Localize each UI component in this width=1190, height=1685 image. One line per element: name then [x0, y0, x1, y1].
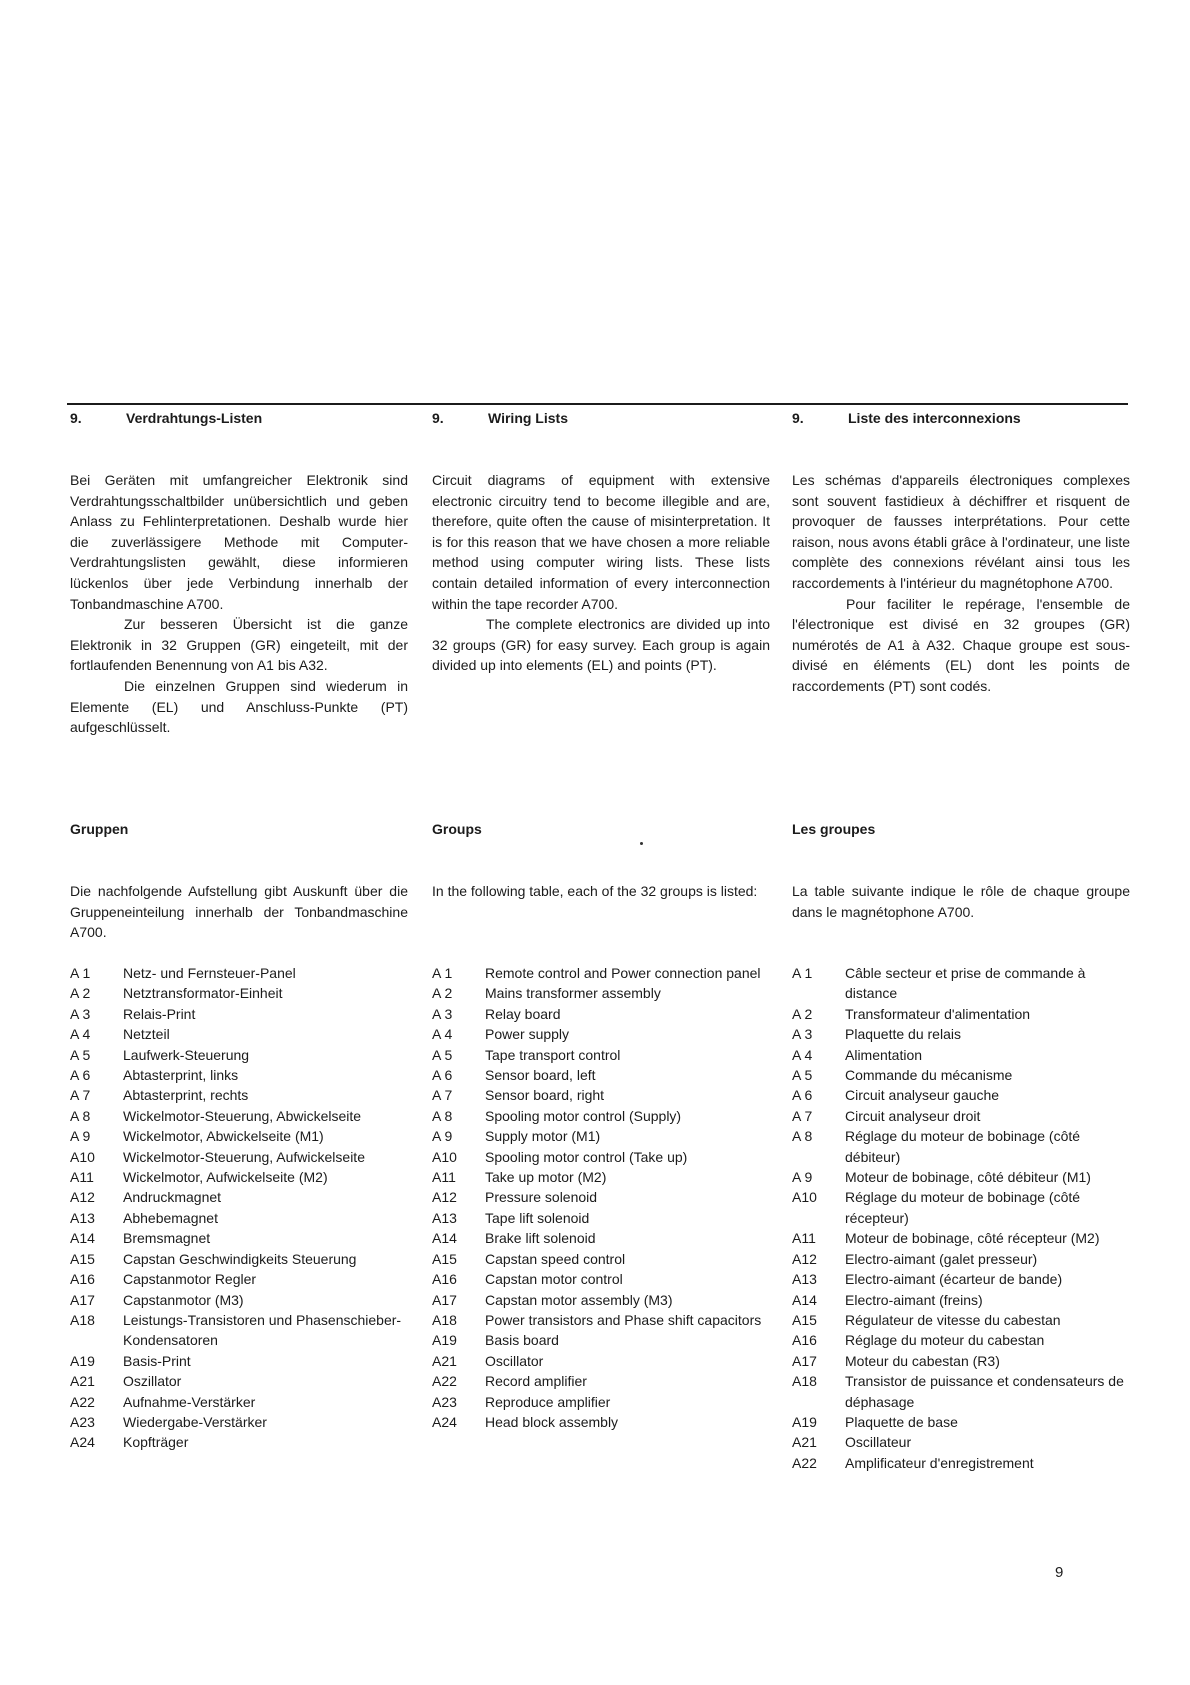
group-row — [70, 983, 410, 1003]
group-row — [70, 1167, 410, 1187]
group-label: Alimentation — [845, 1046, 923, 1063]
group-label: Transformateur d'alimentation — [845, 1005, 1031, 1022]
groups-list — [70, 963, 410, 1453]
group-row — [432, 1351, 772, 1371]
group-row — [70, 1126, 410, 1146]
group-code: A 1 — [432, 965, 453, 981]
group-row — [432, 1371, 772, 1391]
group-row — [70, 1208, 410, 1228]
group-row — [792, 1085, 1132, 1105]
group-code: A17 — [432, 1291, 457, 1308]
group-code: A15 — [792, 1311, 817, 1328]
group-row — [792, 1004, 1132, 1024]
group-code: A10 — [792, 1189, 817, 1206]
intro-paragraph: Bei Geräten mit umfangreicher Elektronik sind Verdrahtungsschaltbilder unübersichtlich und geben Anlass zu Fehlinterpretationen. Deshalb wurde hier die zuverlässigere Methode mit Computer-Verdrahtungslisten gewählt, diese informieren lückenlos über jede Verbindung innerhalb der Tonbandmaschine A700. — [70, 472, 408, 612]
group-row — [792, 1126, 1132, 1167]
group-code: A24 — [70, 1434, 95, 1451]
group-row — [432, 983, 772, 1003]
group-label: Brake lift solenoid — [485, 1230, 596, 1247]
group-code: A 8 — [70, 1107, 91, 1124]
scan-speck — [640, 842, 643, 845]
groups-list — [432, 963, 772, 1432]
groups-heading: Les groupes — [792, 821, 876, 837]
group-row — [70, 1412, 410, 1432]
group-row — [792, 1024, 1132, 1044]
group-label: Wickelmotor-Steuerung, Aufwickelseite — [123, 1148, 365, 1165]
group-label: Basis board — [485, 1332, 559, 1349]
group-code: A10 — [70, 1148, 95, 1165]
group-code: A 2 — [432, 985, 453, 1002]
group-code: A19 — [792, 1413, 817, 1430]
group-row — [70, 1045, 410, 1065]
group-row — [70, 1371, 410, 1391]
section-heading — [432, 410, 772, 426]
group-row — [70, 963, 410, 983]
group-code: A 9 — [70, 1128, 91, 1145]
group-row — [792, 1065, 1132, 1085]
group-label: Moteur de bobinage, côté récepteur (M2) — [845, 1230, 1100, 1247]
group-row — [792, 963, 1132, 1004]
group-label: Basis-Print — [123, 1352, 191, 1369]
group-row — [432, 1310, 772, 1330]
group-label: Oszillator — [123, 1373, 182, 1390]
group-code: A19 — [432, 1332, 457, 1349]
group-row — [792, 1371, 1132, 1412]
group-row — [432, 1330, 772, 1350]
group-row — [432, 1106, 772, 1126]
group-label: Sensor board, left — [485, 1067, 596, 1084]
group-code: A23 — [432, 1393, 457, 1410]
section-number: 9. — [432, 410, 444, 426]
group-row — [432, 1147, 772, 1167]
group-code: A19 — [70, 1352, 95, 1369]
group-row — [792, 1045, 1132, 1065]
section-heading — [70, 410, 410, 426]
group-label: Circuit analyseur gauche — [845, 1087, 1000, 1104]
groups-description: Die nachfolgende Aufstellung gibt Auskunft über die Gruppeneinteilung innerhalb der Tonbandmaschine A700. — [70, 883, 408, 941]
group-row — [432, 1228, 772, 1248]
group-code: A12 — [792, 1250, 817, 1267]
intro-paragraph: Zur besseren Übersicht ist die ganze Elektronik in 32 Gruppen (GR) eingeteilt, mit der fortlaufenden Benennung von A1 bis A32. — [70, 616, 408, 674]
group-row — [432, 1208, 772, 1228]
section-title: Wiring Lists — [488, 410, 568, 426]
group-label: Capstan motor control — [485, 1271, 623, 1288]
group-row — [70, 1269, 410, 1289]
group-label: Spooling motor control (Supply) — [485, 1107, 682, 1124]
groups-description: In the following table, each of the 32 groups is listed: — [432, 883, 758, 899]
group-code: A 1 — [70, 965, 91, 981]
group-label: Réglage du moteur de bobinage (côté débiteur) — [845, 1128, 1081, 1165]
group-row — [70, 1392, 410, 1412]
groups-heading: Groups — [432, 821, 482, 837]
group-label: Capstanmotor Regler — [123, 1271, 257, 1288]
group-label: Electro-aimant (galet presseur) — [845, 1250, 1038, 1267]
group-code: A21 — [432, 1352, 457, 1369]
group-row — [432, 1392, 772, 1412]
group-row — [792, 1432, 1132, 1452]
group-code: A 6 — [432, 1067, 453, 1084]
group-row — [70, 1228, 410, 1248]
section-title: Liste des interconnexions — [848, 410, 1021, 426]
group-row — [70, 1004, 410, 1024]
group-label: Capstan motor assembly (M3) — [485, 1291, 673, 1308]
group-row — [792, 1228, 1132, 1248]
group-label: Tape transport control — [485, 1046, 621, 1063]
groups-list — [792, 963, 1132, 1473]
group-label: Circuit analyseur droit — [845, 1107, 981, 1124]
group-label: Bremsmagnet — [123, 1230, 211, 1247]
intro-paragraph: Circuit diagrams of equipment with extensive electronic circuitry tend to become illegible and are, therefore, quite often the cause of misinterpretation. It is for this reason that we have chosen a more reliable method using computer wiring lists. These lists contain detailed information of every interconnection within the tape recorder A700. — [432, 472, 770, 612]
group-code: A18 — [792, 1373, 817, 1390]
intro-paragraph: Les schémas d'appareils électroniques complexes sont souvent fastidieux à déchiffrer et risquent de provoquer de fausses interprétations. Pour cette raison, nous avons établi grâce à l'ordinateur, une liste complète des connexions révélant ainsi tous les raccordements à l'intérieur du magnétophone A700. — [792, 472, 1130, 591]
group-label: Laufwerk-Steuerung — [123, 1046, 250, 1063]
group-row — [432, 1065, 772, 1085]
group-code: A13 — [70, 1209, 95, 1226]
section-title: Verdrahtungs-Listen — [126, 410, 263, 426]
group-row — [792, 1269, 1132, 1289]
group-code: A12 — [70, 1189, 95, 1206]
group-row — [70, 1290, 410, 1310]
group-row — [70, 1351, 410, 1371]
group-code: A17 — [792, 1352, 817, 1369]
column-french — [792, 0, 1132, 1685]
group-row — [70, 1432, 410, 1452]
group-row — [70, 1106, 410, 1126]
group-label: Reproduce amplifier — [485, 1393, 611, 1410]
group-row — [432, 1167, 772, 1187]
group-label: Abhebemagnet — [123, 1209, 218, 1226]
group-row — [70, 1310, 410, 1351]
group-code: A17 — [70, 1291, 95, 1308]
group-code: A23 — [70, 1413, 95, 1430]
page-number: 9 — [1055, 1564, 1064, 1581]
group-code: A 5 — [432, 1046, 453, 1063]
group-label: Relay board — [485, 1005, 561, 1022]
group-label: Leistungs-Transistoren und Phasenschieber-Kondensatoren — [123, 1311, 402, 1349]
group-row — [792, 1106, 1132, 1126]
group-code: A 3 — [432, 1005, 453, 1022]
group-row — [792, 1167, 1132, 1187]
group-label: Oscillator — [485, 1352, 544, 1369]
group-row — [432, 1004, 772, 1024]
group-code: A 2 — [792, 1005, 813, 1022]
group-label: Power supply — [485, 1026, 570, 1043]
group-label: Sensor board, right — [485, 1087, 605, 1104]
group-row — [70, 1065, 410, 1085]
group-row — [432, 1024, 772, 1044]
group-code: A24 — [432, 1413, 457, 1430]
group-label: Câble secteur et prise de commande à distance — [845, 965, 1086, 1002]
group-code: A16 — [70, 1271, 95, 1288]
group-code: A16 — [792, 1332, 817, 1349]
intro-paragraph: The complete electronics are divided up into 32 groups (GR) for easy survey. Each group is again divided up into elements (EL) and points (PT). — [432, 616, 770, 674]
group-code: A 6 — [792, 1087, 813, 1104]
group-label: Wickelmotor-Steuerung, Abwickelseite — [123, 1107, 362, 1124]
group-row — [432, 1085, 772, 1105]
group-code: A14 — [432, 1230, 457, 1247]
group-row — [70, 1249, 410, 1269]
group-code: A16 — [432, 1271, 457, 1288]
group-code: A 7 — [792, 1107, 813, 1124]
group-code: A 4 — [792, 1046, 813, 1063]
group-row — [70, 1085, 410, 1105]
section-number: 9. — [70, 410, 82, 426]
group-label: Abtasterprint, rechts — [123, 1087, 249, 1104]
intro-paragraph: Pour faciliter le repérage, l'ensemble de l'électronique est divisé en 32 groupes (GR) numérotés de A1 à A32. Chaque groupe est sous-divisé en éléments (EL) dont les points de raccordements (PT) sont codés. — [792, 595, 1130, 694]
group-label: Take up motor (M2) — [485, 1169, 607, 1186]
group-label: Remote control and Power connection panel — [485, 965, 761, 981]
group-label: Netz- und Fernsteuer-Panel — [123, 965, 296, 981]
group-code: A11 — [432, 1169, 456, 1186]
groups-heading: Gruppen — [70, 821, 129, 837]
group-code: A 5 — [792, 1067, 813, 1084]
intro-text — [432, 470, 770, 676]
group-label: Relais-Print — [123, 1005, 196, 1022]
group-row — [432, 1126, 772, 1146]
group-code: A15 — [70, 1250, 95, 1267]
group-label: Andruckmagnet — [123, 1189, 222, 1206]
group-code: A18 — [432, 1311, 457, 1328]
group-row — [70, 1024, 410, 1044]
group-code: A 9 — [432, 1128, 453, 1145]
group-code: A 3 — [792, 1026, 813, 1043]
group-code: A15 — [432, 1250, 457, 1267]
group-row — [792, 1330, 1132, 1350]
group-label: Electro-aimant (écarteur de bande) — [845, 1271, 1063, 1288]
group-row — [70, 1147, 410, 1167]
group-label: Netzteil — [123, 1026, 170, 1043]
group-label: Réglage du moteur du cabestan — [845, 1332, 1045, 1349]
group-label: Abtasterprint, links — [123, 1067, 239, 1084]
intro-text — [70, 470, 408, 738]
group-row — [432, 963, 772, 983]
group-label: Wickelmotor, Abwickelseite (M1) — [123, 1128, 324, 1145]
group-label: Pressure solenoid — [485, 1189, 598, 1206]
group-code: A14 — [792, 1291, 817, 1308]
group-label: Plaquette du relais — [845, 1026, 961, 1043]
group-code: A12 — [432, 1189, 457, 1206]
group-label: Electro-aimant (freins) — [845, 1291, 983, 1308]
group-label: Head block assembly — [485, 1413, 619, 1430]
group-label: Spooling motor control (Take up) — [485, 1148, 688, 1165]
group-code: A 8 — [432, 1107, 453, 1124]
group-row — [432, 1187, 772, 1207]
column-english — [432, 0, 772, 1685]
group-code: A 3 — [70, 1005, 91, 1022]
group-row — [432, 1269, 772, 1289]
group-label: Transistor de puissance et condensateurs de déphasage — [845, 1373, 1124, 1410]
group-row — [70, 1187, 410, 1207]
group-row — [792, 1249, 1132, 1269]
group-label: Wiedergabe-Verstärker — [123, 1413, 267, 1430]
group-code: A14 — [70, 1230, 95, 1247]
group-label: Capstan Geschwindigkeits Steuerung — [123, 1250, 357, 1267]
group-row — [432, 1249, 772, 1269]
group-label: Régulateur de vitesse du cabestan — [845, 1311, 1061, 1328]
group-code: A 2 — [70, 985, 91, 1002]
group-code: A 4 — [432, 1026, 453, 1043]
group-code: A 9 — [792, 1169, 813, 1186]
group-code: A21 — [792, 1434, 817, 1451]
group-label: Capstan speed control — [485, 1250, 626, 1267]
groups-description: La table suivante indique le rôle de chaque groupe dans le magnétophone A700. — [792, 883, 1130, 920]
group-label: Capstanmotor (M3) — [123, 1291, 244, 1308]
group-label: Supply motor (M1) — [485, 1128, 601, 1145]
group-label: Réglage du moteur de bobinage (côté récepteur) — [845, 1189, 1081, 1226]
group-row — [792, 1453, 1132, 1473]
group-label: Netztransformator-Einheit — [123, 985, 283, 1002]
group-code: A10 — [432, 1148, 457, 1165]
group-code: A22 — [792, 1454, 817, 1471]
section-number: 9. — [792, 410, 804, 426]
group-row — [792, 1412, 1132, 1432]
group-label: Record amplifier — [485, 1373, 587, 1390]
group-code: A 5 — [70, 1046, 91, 1063]
group-label: Plaquette de base — [845, 1413, 958, 1430]
group-row — [432, 1045, 772, 1065]
group-code: A 7 — [70, 1087, 91, 1104]
group-label: Oscillateur — [845, 1434, 912, 1451]
group-label: Commande du mécanisme — [845, 1067, 1013, 1084]
group-label: Moteur du cabestan (R3) — [845, 1352, 1000, 1369]
group-label: Aufnahme-Verstärker — [123, 1393, 256, 1410]
group-row — [792, 1351, 1132, 1371]
group-row — [792, 1310, 1132, 1330]
group-code: A22 — [432, 1373, 457, 1390]
group-code: A 6 — [70, 1067, 91, 1084]
group-code: A 4 — [70, 1026, 91, 1043]
group-code: A18 — [70, 1311, 95, 1328]
group-label: Amplificateur d'enregistrement — [845, 1454, 1034, 1471]
group-code: A11 — [70, 1169, 94, 1186]
group-row — [792, 1187, 1132, 1228]
group-code: A13 — [792, 1271, 817, 1288]
group-code: A 8 — [792, 1128, 813, 1145]
group-code: A 1 — [792, 965, 813, 981]
group-label: Wickelmotor, Aufwickelseite (M2) — [123, 1169, 328, 1186]
group-label: Kopfträger — [123, 1434, 189, 1451]
section-heading — [792, 410, 1132, 426]
group-row — [432, 1412, 772, 1432]
group-row — [792, 1290, 1132, 1310]
group-code: A22 — [70, 1393, 95, 1410]
group-label: Mains transformer assembly — [485, 985, 661, 1002]
intro-paragraph: Die einzelnen Gruppen sind wiederum in Elemente (EL) und Anschluss-Punkte (PT) aufgeschlüsselt. — [70, 677, 408, 736]
group-label: Power transistors and Phase shift capacitors — [485, 1311, 762, 1328]
group-code: A11 — [792, 1230, 816, 1247]
intro-text — [792, 470, 1130, 697]
group-code: A 7 — [432, 1087, 453, 1104]
group-code: A13 — [432, 1209, 457, 1226]
column-german — [70, 0, 410, 1685]
group-label: Tape lift solenoid — [485, 1209, 590, 1226]
group-row — [432, 1290, 772, 1310]
group-code: A21 — [70, 1373, 95, 1390]
group-label: Moteur de bobinage, côté débiteur (M1) — [845, 1169, 1091, 1186]
